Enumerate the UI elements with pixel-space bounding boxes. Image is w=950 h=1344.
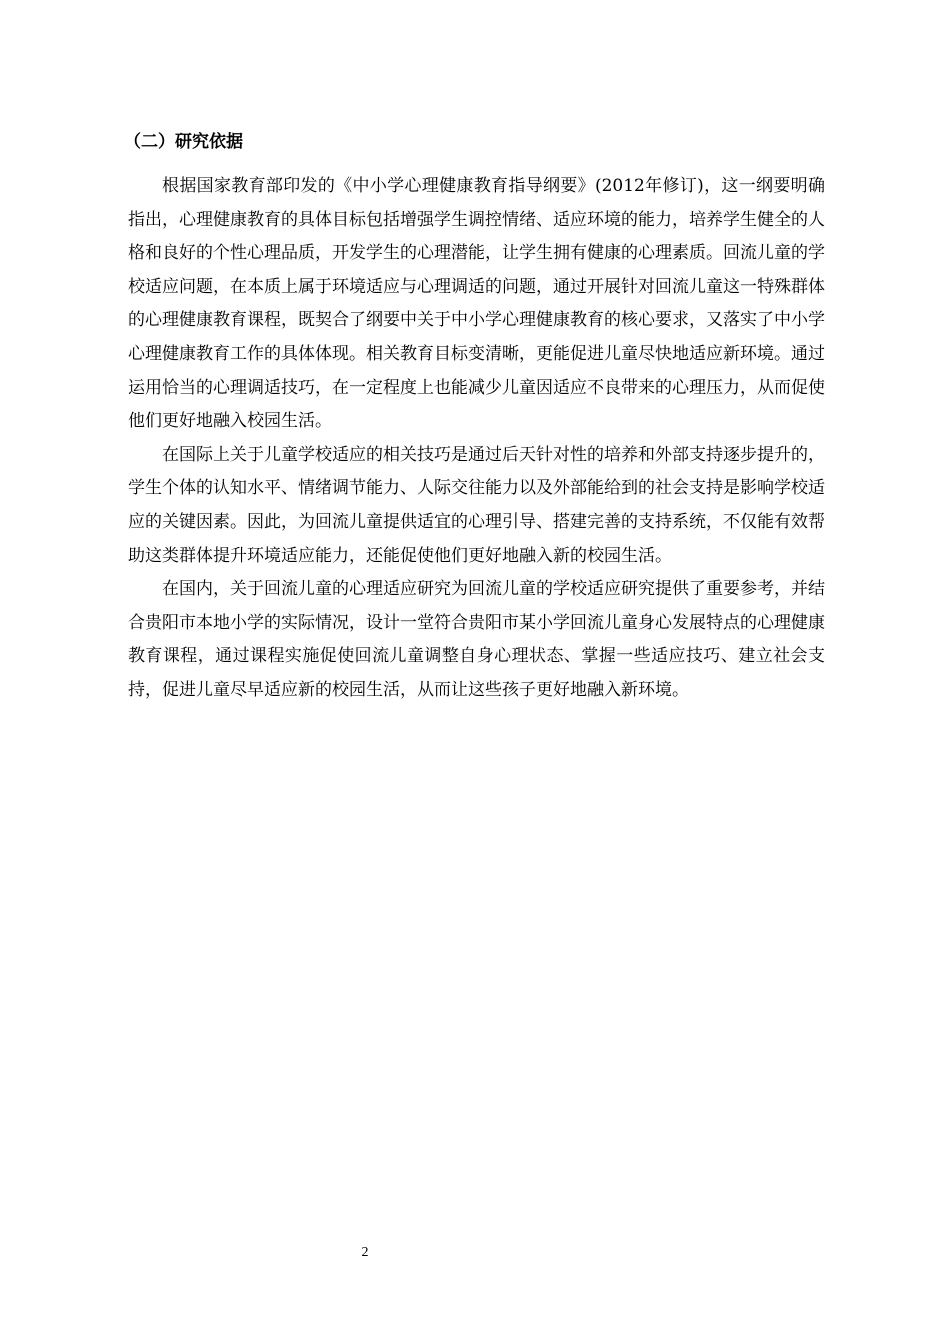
body-text: [128, 170, 825, 708]
section-heading: （二）研究依据: [124, 132, 243, 152]
page-number: 2: [361, 1245, 369, 1260]
paragraph-2: 在国际上关于儿童学校适应的相关技巧是通过后天针对性的培养和外部支持逐步提升的，学生个体的认知水平、情绪调节能力、人际交往能力以及外部能给到的社会支持是影响学校适应的关键因素。因此，为回流儿童提供适宜的心理引导、搭建完善的支持系统，不仅能有效帮助这类群体提升环境适应能力，还能促使他们更好地融入新的校园生活。: [128, 444, 825, 566]
paragraph-3: 在国内，关于回流儿童的心理适应研究为回流儿童的学校适应研究提供了重要参考，并结合贵阳市本地小学的实际情况，设计一堂符合贵阳市某小学回流儿童身心发展特点的心理健康教育课程，通过课程实施促使回流儿童调整自身心理状态、掌握一些适应技巧、建立社会支持，促进儿童尽早适应新的校园生活，从而让这些孩子更好地融入新环境。: [128, 579, 825, 700]
paragraph-1: 根据国家教育部印发的《中小学心理健康教育指导纲要》(2012年修订)，这一纲要明确指出，心理健康教育的具体目标包括增强学生调控情绪、适应环境的能力，培养学生健全的人格和良好的个性心理品质，开发学生的心理潜能，让学生拥有健康的心理素质。回流儿童的学校适应问题，在本质上属于环境适应与心理调适的问题，通过开展针对回流儿童这一特殊群体的心理健康教育课程，既契合了纲要中关于中小学心理健康教育的核心要求，又落实了中小学心理健康教育工作的具体体现。相关教育目标变清晰，更能促进儿童尽快地适应新环境。通过运用恰当的心理调适技巧，在一定程度上也能减少儿童因适应不良带来的心理压力，从而促使他们更好地融入校园生活。: [128, 176, 825, 432]
